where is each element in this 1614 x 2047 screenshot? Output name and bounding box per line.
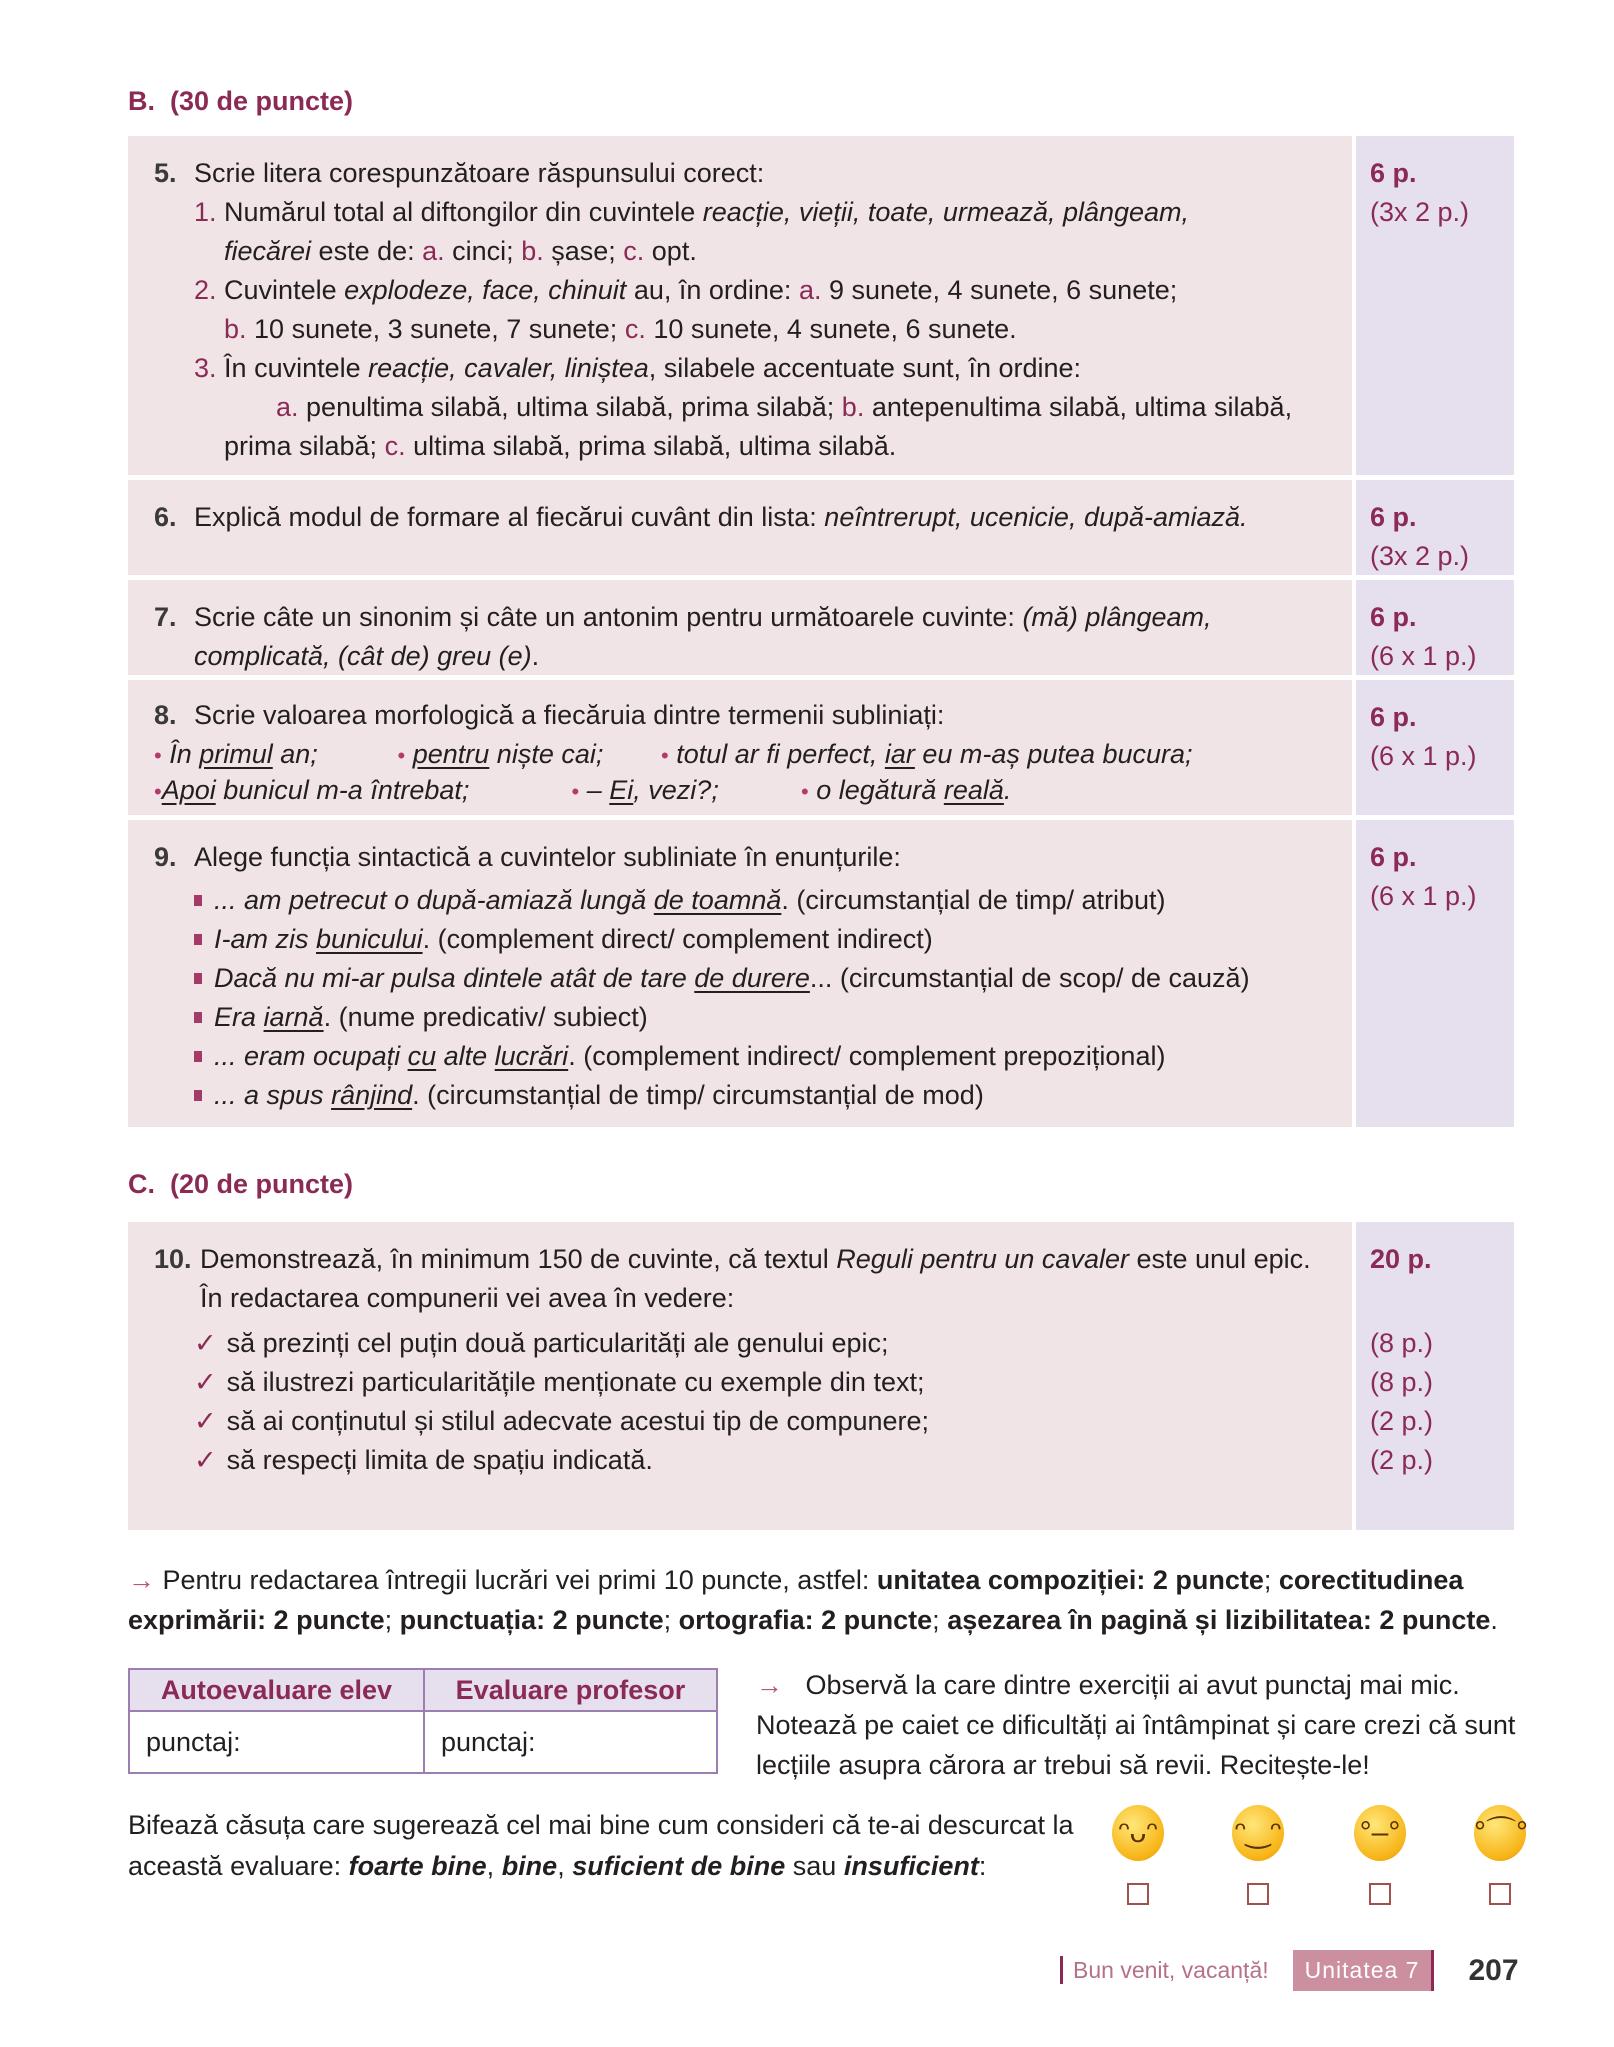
question-text: Demonstrează, în minimum 150 de cuvinte, că textul bbox=[200, 1244, 837, 1274]
checkmark-icon: ✓ bbox=[194, 1445, 217, 1475]
section-c-heading bbox=[128, 1165, 353, 1204]
option-foarte-bine bbox=[1108, 1805, 1168, 1905]
reflection-note bbox=[756, 1665, 1516, 1785]
option-letter: c. bbox=[623, 236, 645, 266]
option-text: 10 sunete, 4 sunete, 6 sunete. bbox=[645, 314, 1017, 344]
checkbox-bine[interactable] bbox=[1247, 1883, 1269, 1905]
option-text: șase; bbox=[543, 236, 624, 266]
q10-criterion: ✓ să respecți limita de spațiu indicată. bbox=[194, 1445, 653, 1475]
question-6 bbox=[128, 480, 1514, 575]
square-bullet-icon bbox=[194, 1090, 202, 1101]
question-number: 6. bbox=[154, 502, 177, 532]
item-italic: explodeze, face, chinuit bbox=[344, 275, 627, 305]
option-suficient bbox=[1350, 1805, 1410, 1905]
points-total: 6 p. bbox=[1370, 602, 1417, 632]
option-letter: b. bbox=[841, 392, 865, 422]
criterion-points: (2 p.) bbox=[1370, 1445, 1434, 1475]
question-7-points bbox=[1356, 580, 1514, 675]
q8-bullet: •Apoi bunicul m-a întrebat; bbox=[154, 775, 470, 805]
q10-criterion: ✓ să ai conținutul și stilul adecvate acestui tip de compunere; bbox=[194, 1406, 930, 1436]
question-5 bbox=[128, 136, 1514, 475]
header-self-evaluation: Autoevaluare elev bbox=[129, 1669, 424, 1711]
question-5-points bbox=[1356, 136, 1514, 475]
question-italic: (mă) plângeam, bbox=[1022, 602, 1212, 632]
checkbox-foarte-bine[interactable] bbox=[1127, 1883, 1149, 1905]
question-italic: neîntrerupt, ucenicie, după-amiază. bbox=[824, 502, 1248, 532]
q8-bullet: • totul ar fi perfect, iar eu m-aș putea bucura; bbox=[661, 739, 1193, 769]
neutral-face-icon: °–° bbox=[1354, 1805, 1406, 1861]
question-text: Scrie câte un sinonim și câte un antonim pentru următoarele cuvinte: bbox=[194, 602, 1023, 632]
question-10-points bbox=[1356, 1222, 1514, 1530]
option-letter: c. bbox=[384, 431, 406, 461]
item-number: 2. bbox=[194, 275, 217, 305]
points-total: 6 p. bbox=[1370, 502, 1417, 532]
question-prompt: Scrie valoarea morfologică a fiecăruia dintre termenii subliniați: bbox=[194, 700, 945, 730]
item-text: În cuvintele bbox=[224, 353, 369, 383]
question-number: 8. bbox=[154, 700, 177, 730]
criterion-points: (8 p.) bbox=[1370, 1367, 1434, 1397]
q5-item-1 bbox=[154, 193, 1332, 271]
points-total: 6 p. bbox=[1370, 702, 1417, 732]
arrow-right-icon: → bbox=[128, 1565, 155, 1595]
option-letter: b. bbox=[224, 314, 247, 344]
question-subtext: În redactarea compunerii vei avea în vedere: bbox=[200, 1283, 735, 1313]
points-breakdown: (6 x 1 p.) bbox=[1370, 741, 1477, 771]
square-bullet-icon bbox=[194, 934, 202, 945]
item-text: Cuvintele bbox=[224, 275, 345, 305]
question-7 bbox=[128, 580, 1514, 675]
option-text: 10 sunete, 3 sunete, 7 sunete; bbox=[246, 314, 625, 344]
question-6-body bbox=[128, 480, 1352, 575]
section-b-heading bbox=[128, 82, 353, 121]
option-text: 9 sunete, 4 sunete, 6 sunete; bbox=[821, 275, 1178, 305]
question-prompt: Scrie litera corespunzătoare răspunsului corect: bbox=[194, 158, 765, 188]
item-text: Numărul total al diftongilor din cuvintele bbox=[224, 197, 703, 227]
section-c-points: (20 de puncte) bbox=[170, 1169, 354, 1199]
checkmark-icon: ✓ bbox=[194, 1367, 217, 1397]
self-score-field[interactable]: punctaj: bbox=[129, 1711, 424, 1773]
option-text: cinci; bbox=[444, 236, 522, 266]
option-insuficient bbox=[1470, 1805, 1530, 1905]
points-breakdown: (6 x 1 p.) bbox=[1370, 881, 1477, 911]
section-c-label: C. bbox=[128, 1169, 155, 1199]
item-number: 3. bbox=[194, 353, 217, 383]
option-text: penultima silabă, ultima silabă, prima silabă; bbox=[298, 392, 842, 422]
q10-criterion: ✓ să prezinți cel puțin două particularități ale genului epic; bbox=[194, 1328, 889, 1358]
q8-bullet: • pentru niște cai; bbox=[397, 739, 604, 769]
checkbox-insuficient[interactable] bbox=[1489, 1883, 1511, 1905]
points-total: 6 p. bbox=[1370, 842, 1417, 872]
option-letter: a. bbox=[276, 392, 299, 422]
option-letter: a. bbox=[798, 275, 822, 305]
q8-bullet: • o legătură reală. bbox=[801, 775, 1012, 805]
square-bullet-icon bbox=[194, 1012, 202, 1023]
question-5-body bbox=[128, 136, 1352, 475]
item-italic: reacție, vieții, toate, urmează, plângeam, bbox=[702, 197, 1190, 227]
question-9 bbox=[128, 820, 1514, 1127]
question-7-body bbox=[128, 580, 1352, 675]
big-grin-face-icon: ᵔᴗᵔ bbox=[1112, 1805, 1164, 1861]
q8-bullet: • – Ei, vezi?; bbox=[571, 775, 719, 805]
option-text: antepenultima silabă, ultima silabă, bbox=[864, 392, 1293, 422]
q5-item-2 bbox=[154, 271, 1332, 349]
page-number: 207 bbox=[1468, 1953, 1519, 1987]
item-text: au, în ordine: bbox=[626, 275, 799, 305]
q9-item: I-am zis bunicului. (complement direct/ complement indirect) bbox=[194, 920, 1332, 959]
footer-divider bbox=[1060, 1956, 1063, 1984]
section-b-label: B. bbox=[128, 86, 155, 116]
item-text: , silabele accentuate sunt, în ordine: bbox=[648, 353, 1082, 383]
smile-face-icon: ᵔ‿ᵔ bbox=[1232, 1805, 1284, 1861]
question-8 bbox=[128, 680, 1514, 815]
option-text: opt. bbox=[644, 236, 697, 266]
square-bullet-icon bbox=[194, 1051, 202, 1062]
q5-item-3 bbox=[154, 349, 1332, 466]
option-letter: b. bbox=[521, 236, 544, 266]
points-total: 20 p. bbox=[1370, 1244, 1432, 1274]
q8-bullet: • În primul an; bbox=[154, 739, 318, 769]
question-text: Explică modul de formare al fiecărui cuvânt din lista: bbox=[194, 502, 825, 532]
reflection-text: Observă la care dintre exerciții ai avut punctaj mai mic. Notează pe caiet ce dificultăți ai întâmpinat și care crezi că sunt lecțiile asupra cărora ar trebui să revii. Recitește-le! bbox=[756, 1670, 1516, 1780]
page-footer bbox=[1060, 1950, 1519, 1990]
question-6-points bbox=[1356, 480, 1514, 575]
question-number: 9. bbox=[154, 842, 177, 872]
q9-item: Dacă nu mi-ar pulsa dintele atât de tare de durere... (circumstanțial de scop/ de cauză) bbox=[194, 959, 1332, 998]
question-9-points bbox=[1356, 820, 1514, 1127]
question-10 bbox=[128, 1222, 1514, 1530]
q10-criterion: ✓ să ilustrezi particularitățile menționate cu exemple din text; bbox=[194, 1367, 925, 1397]
criterion-points: (2 p.) bbox=[1370, 1406, 1434, 1436]
self-check-prompt: Bifează căsuța care sugerează cel mai bine cum consideri că te-ai descurcat la această evaluare: foarte bine, bine, suficient de bine sau insuficient: bbox=[128, 1810, 1074, 1881]
self-check-text: Bifează căsuța care sugerează cel mai bine cum consideri că te-ai descurcat la această evaluare: bbox=[128, 1810, 1074, 1881]
checkmark-icon: ✓ bbox=[194, 1328, 217, 1358]
item-number: 1. bbox=[194, 197, 217, 227]
item-italic: fiecărei bbox=[224, 236, 312, 266]
section-b-points: (30 de puncte) bbox=[170, 86, 354, 116]
question-text: este unul epic. bbox=[1128, 1244, 1311, 1274]
question-8-points bbox=[1356, 680, 1514, 815]
points-total: 6 p. bbox=[1370, 158, 1417, 188]
question-prompt: Alege funcția sintactică a cuvintelor subliniate în enunțurile: bbox=[194, 842, 901, 872]
question-number: 7. bbox=[154, 602, 177, 632]
option-bine bbox=[1228, 1805, 1288, 1905]
header-teacher-evaluation: Evaluare profesor bbox=[424, 1669, 717, 1711]
q9-item: ... am petrecut o după-amiază lungă de toamnă. (circumstanțial de timp/ atribut) bbox=[194, 881, 1332, 920]
question-italic: complicată, (cât de) greu (e) bbox=[194, 641, 532, 671]
option-letter: c. bbox=[624, 314, 646, 344]
points-breakdown: (3x 2 p.) bbox=[1370, 541, 1470, 571]
item-italic: reacție, cavaler, liniștea bbox=[368, 353, 649, 383]
teacher-score-field[interactable]: punctaj: bbox=[424, 1711, 717, 1773]
option-text: ultima silabă, prima silabă, ultima silabă. bbox=[405, 431, 897, 461]
q9-item: ... a spus rânjind. (circumstanțial de timp/ circumstanțial de mod) bbox=[194, 1076, 1332, 1115]
option-text: prima silabă; bbox=[224, 431, 385, 461]
criterion-points: (8 p.) bbox=[1370, 1328, 1434, 1358]
arrow-right-icon: → bbox=[756, 1670, 783, 1700]
question-text: . bbox=[531, 641, 540, 671]
q9-item: Era iarnă. (nume predicativ/ subiect) bbox=[194, 998, 1332, 1037]
points-breakdown: (6 x 1 p.) bbox=[1370, 641, 1477, 671]
points-breakdown: (3x 2 p.) bbox=[1370, 197, 1470, 227]
square-bullet-icon bbox=[194, 973, 202, 984]
option-letter: a. bbox=[422, 236, 445, 266]
square-bullet-icon bbox=[194, 895, 202, 906]
question-italic: Reguli pentru un cavaler bbox=[836, 1244, 1129, 1274]
question-9-body bbox=[128, 820, 1352, 1127]
question-10-body bbox=[128, 1222, 1352, 1530]
evaluation-table bbox=[128, 1668, 718, 1774]
checkbox-suficient[interactable] bbox=[1369, 1883, 1391, 1905]
checkmark-icon: ✓ bbox=[194, 1406, 217, 1436]
chapter-title: Bun venit, vacanță! bbox=[1073, 1956, 1269, 1983]
question-number: 10. bbox=[154, 1244, 192, 1274]
note-text: Pentru redactarea întregii lucrări vei primi 10 puncte, astfel: bbox=[155, 1565, 877, 1595]
item-text: este de: bbox=[311, 236, 423, 266]
unit-badge: Unitatea 7 bbox=[1293, 1950, 1435, 1991]
worried-face-icon: °⌒° bbox=[1474, 1805, 1526, 1861]
question-8-body bbox=[128, 680, 1352, 815]
grading-note: → Pentru redactarea întregii lucrări vei primi 10 puncte, astfel: unitatea compoziției: 2 puncte; corectitudinea exprimării: 2 puncte; punctuația: 2 puncte; ortografia: 2 puncte; așezarea în pagină și lizibilitatea: 2 puncte. bbox=[128, 1565, 1498, 1635]
question-number: 5. bbox=[154, 158, 177, 188]
q9-item: ... eram ocupați cu alte lucrări. (complement indirect/ complement prepozițional) bbox=[194, 1037, 1332, 1076]
